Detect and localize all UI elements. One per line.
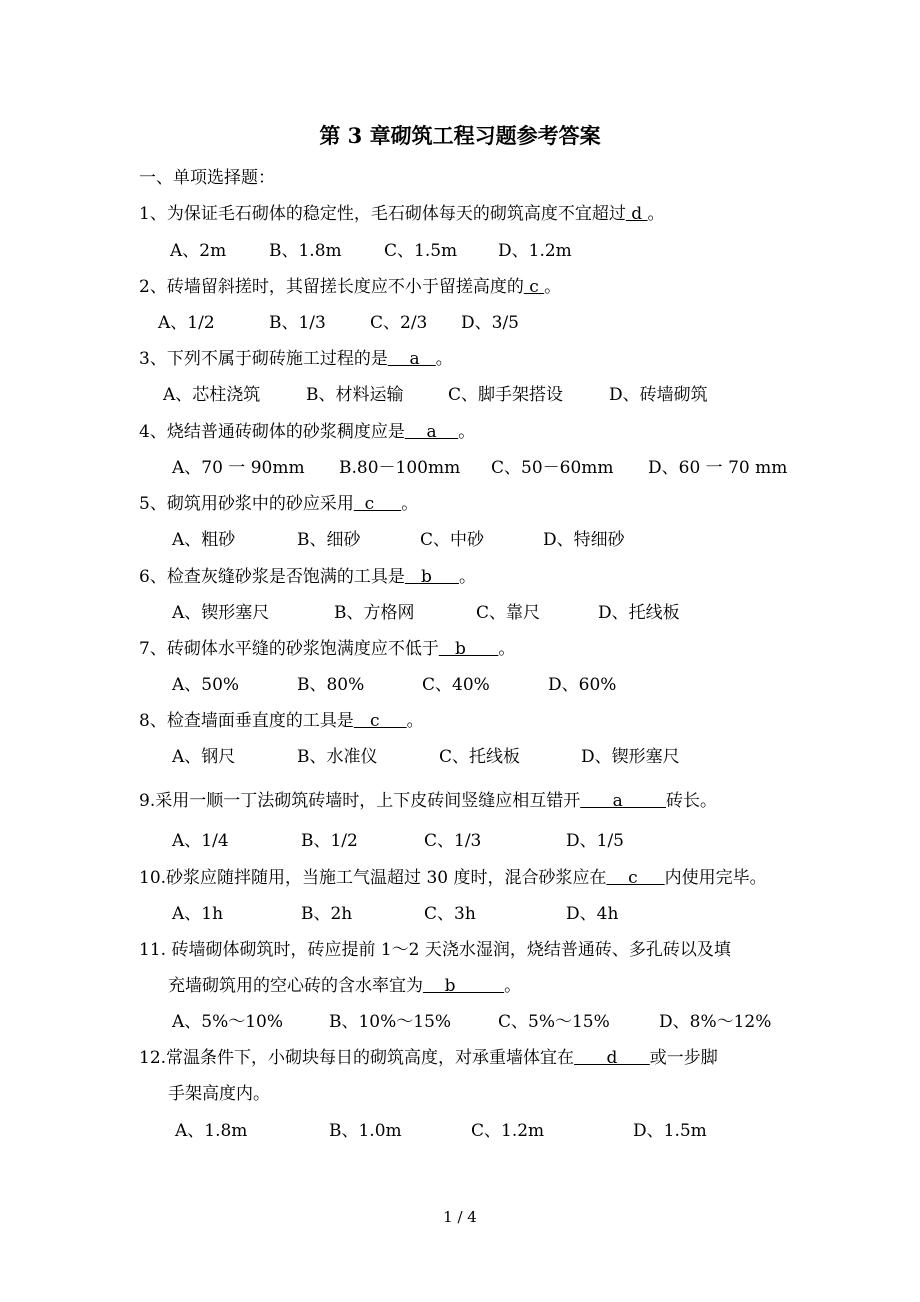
option-b: B、2h	[301, 904, 353, 924]
answer-blank: c	[353, 711, 407, 731]
option-b: B、1/3	[269, 313, 326, 333]
question-end: 或一步脚	[649, 1048, 718, 1068]
question-text: 3、下列不属于砌砖施工过程的是	[139, 349, 388, 369]
answer-blank: a	[404, 422, 459, 442]
question-10	[139, 867, 767, 889]
option-a: A、芯柱浇筑	[163, 385, 261, 405]
option-d: D、1.2m	[498, 241, 572, 261]
option-c: C、5%～15%	[498, 1012, 610, 1032]
option-c: C、40%	[422, 675, 490, 695]
option-c: C、1/3	[424, 831, 482, 851]
option-b: B、1.8m	[269, 241, 342, 261]
answer-blank: d	[625, 204, 648, 224]
answer-blank: c	[353, 494, 402, 514]
question-text: 10.砂浆应随拌随用，当施工气温超过 30 度时，混合砂浆应在	[139, 868, 607, 888]
question-end: 。	[458, 422, 476, 442]
answer-blank: a	[580, 791, 667, 811]
option-d: D、60 一 70 mm	[648, 458, 788, 478]
question-7	[139, 638, 515, 660]
question-text: 11. 砖墙砌体砌筑时，砖应提前 1～2 天浇水湿润，烧结普通砖、多孔砖以及填	[139, 940, 731, 960]
option-d: D、托线板	[598, 603, 680, 623]
question-1	[139, 203, 665, 225]
question-9	[139, 790, 717, 812]
question-end: 。	[458, 567, 476, 587]
answer-blank: d	[574, 1048, 650, 1068]
option-a: A、1h	[172, 904, 224, 924]
option-c: C、1.2m	[471, 1121, 545, 1141]
option-a: A、50%	[172, 675, 240, 695]
question-end: 。	[544, 277, 562, 297]
answer-blank: b	[423, 976, 505, 996]
question-end: 砖长。	[666, 791, 718, 811]
question-11-line-2	[168, 975, 521, 997]
answer-blank: a	[387, 349, 436, 369]
option-b: B.80－100mm	[339, 458, 461, 478]
question-6	[139, 566, 476, 588]
question-text: 7、砖砌体水平缝的砂浆饱满度应不低于	[139, 639, 439, 659]
option-c: C、中砂	[420, 530, 485, 550]
answer-blank: b	[438, 639, 499, 659]
question-text: 手架高度内。	[168, 1084, 270, 1104]
option-a: A、2m	[170, 241, 227, 261]
page-number: 1 / 4	[443, 1208, 477, 1226]
page-title: 第 3 章砌筑工程习题参考答案	[319, 123, 601, 148]
option-c: C、3h	[424, 904, 476, 924]
option-a: A、钢尺	[172, 747, 236, 767]
option-b: B、材料运输	[306, 385, 404, 405]
answer-blank: c	[606, 868, 665, 888]
option-c: C、脚手架搭设	[448, 385, 564, 405]
option-a: A、1/4	[172, 831, 229, 851]
option-b: B、细砂	[297, 530, 361, 550]
question-8	[139, 710, 424, 732]
question-text: 5、砌筑用砂浆中的砂应采用	[139, 494, 354, 514]
question-end: 。	[435, 349, 453, 369]
answer-blank: b	[404, 567, 459, 587]
question-12-line-2	[168, 1083, 270, 1105]
option-a: A、70 一 90mm	[172, 458, 305, 478]
question-3	[139, 348, 453, 370]
question-text: 4、烧结普通砖砌体的砂浆稠度应是	[139, 422, 405, 442]
option-b: B、1/2	[301, 831, 358, 851]
question-end: 内使用完毕。	[664, 868, 767, 888]
option-c: C、靠尺	[476, 603, 541, 623]
question-text: 9.采用一顺一丁法砌筑砖墙时，上下皮砖间竖缝应相互错开	[139, 791, 581, 811]
option-b: B、10%～15%	[329, 1012, 452, 1032]
question-11	[139, 939, 731, 961]
option-d: D、3/5	[461, 313, 519, 333]
option-a: A、1.8m	[175, 1121, 248, 1141]
answer-blank: c	[523, 277, 545, 297]
option-d: D、特细砂	[543, 530, 625, 550]
question-5	[139, 493, 418, 515]
question-end: 。	[647, 204, 665, 224]
option-c: C、2/3	[370, 313, 428, 333]
question-text: 12.常温条件下，小砌块每日的砌筑高度，对承重墙体宜在	[139, 1048, 575, 1068]
option-b: B、方格网	[334, 603, 415, 623]
option-b: B、1.0m	[329, 1121, 402, 1141]
option-d: D、砖墙砌筑	[609, 385, 708, 405]
option-a: A、1/2	[158, 313, 215, 333]
option-b: B、80%	[297, 675, 365, 695]
option-d: D、60%	[548, 675, 617, 695]
question-text: 1、为保证毛石砌体的稳定性，毛石砌体每天的砌筑高度不宜超过	[139, 204, 626, 224]
option-a: A、粗砂	[172, 530, 236, 550]
question-end: 。	[504, 976, 522, 996]
question-text: 2、砖墙留斜搓时，其留搓长度应不小于留搓高度的	[139, 277, 524, 297]
option-d: D、1.5m	[633, 1121, 707, 1141]
option-c: C、托线板	[439, 747, 521, 767]
option-d: D、1/5	[566, 831, 624, 851]
question-4	[139, 421, 475, 443]
option-b: B、水准仪	[297, 747, 378, 767]
question-end: 。	[401, 494, 419, 514]
option-d: D、锲形塞尺	[581, 747, 680, 767]
question-12	[139, 1047, 718, 1069]
option-c: C、50－60mm	[491, 458, 614, 478]
option-d: D、8%～12%	[659, 1012, 772, 1032]
question-text: 6、检查灰缝砂浆是否饱满的工具是	[139, 567, 405, 587]
option-c: C、1.5m	[384, 241, 458, 261]
question-end: 。	[498, 639, 516, 659]
section-heading: 一、单项选择题：	[139, 168, 275, 188]
question-2	[139, 276, 561, 298]
option-d: D、4h	[566, 904, 619, 924]
question-text: 8、检查墙面垂直度的工具是	[139, 711, 354, 731]
question-end: 。	[406, 711, 424, 731]
question-text: 充墙砌筑用的空心砖的含水率宜为	[168, 976, 423, 996]
option-a: A、5%～10%	[172, 1012, 284, 1032]
option-a: A、锲形塞尺	[172, 603, 270, 623]
